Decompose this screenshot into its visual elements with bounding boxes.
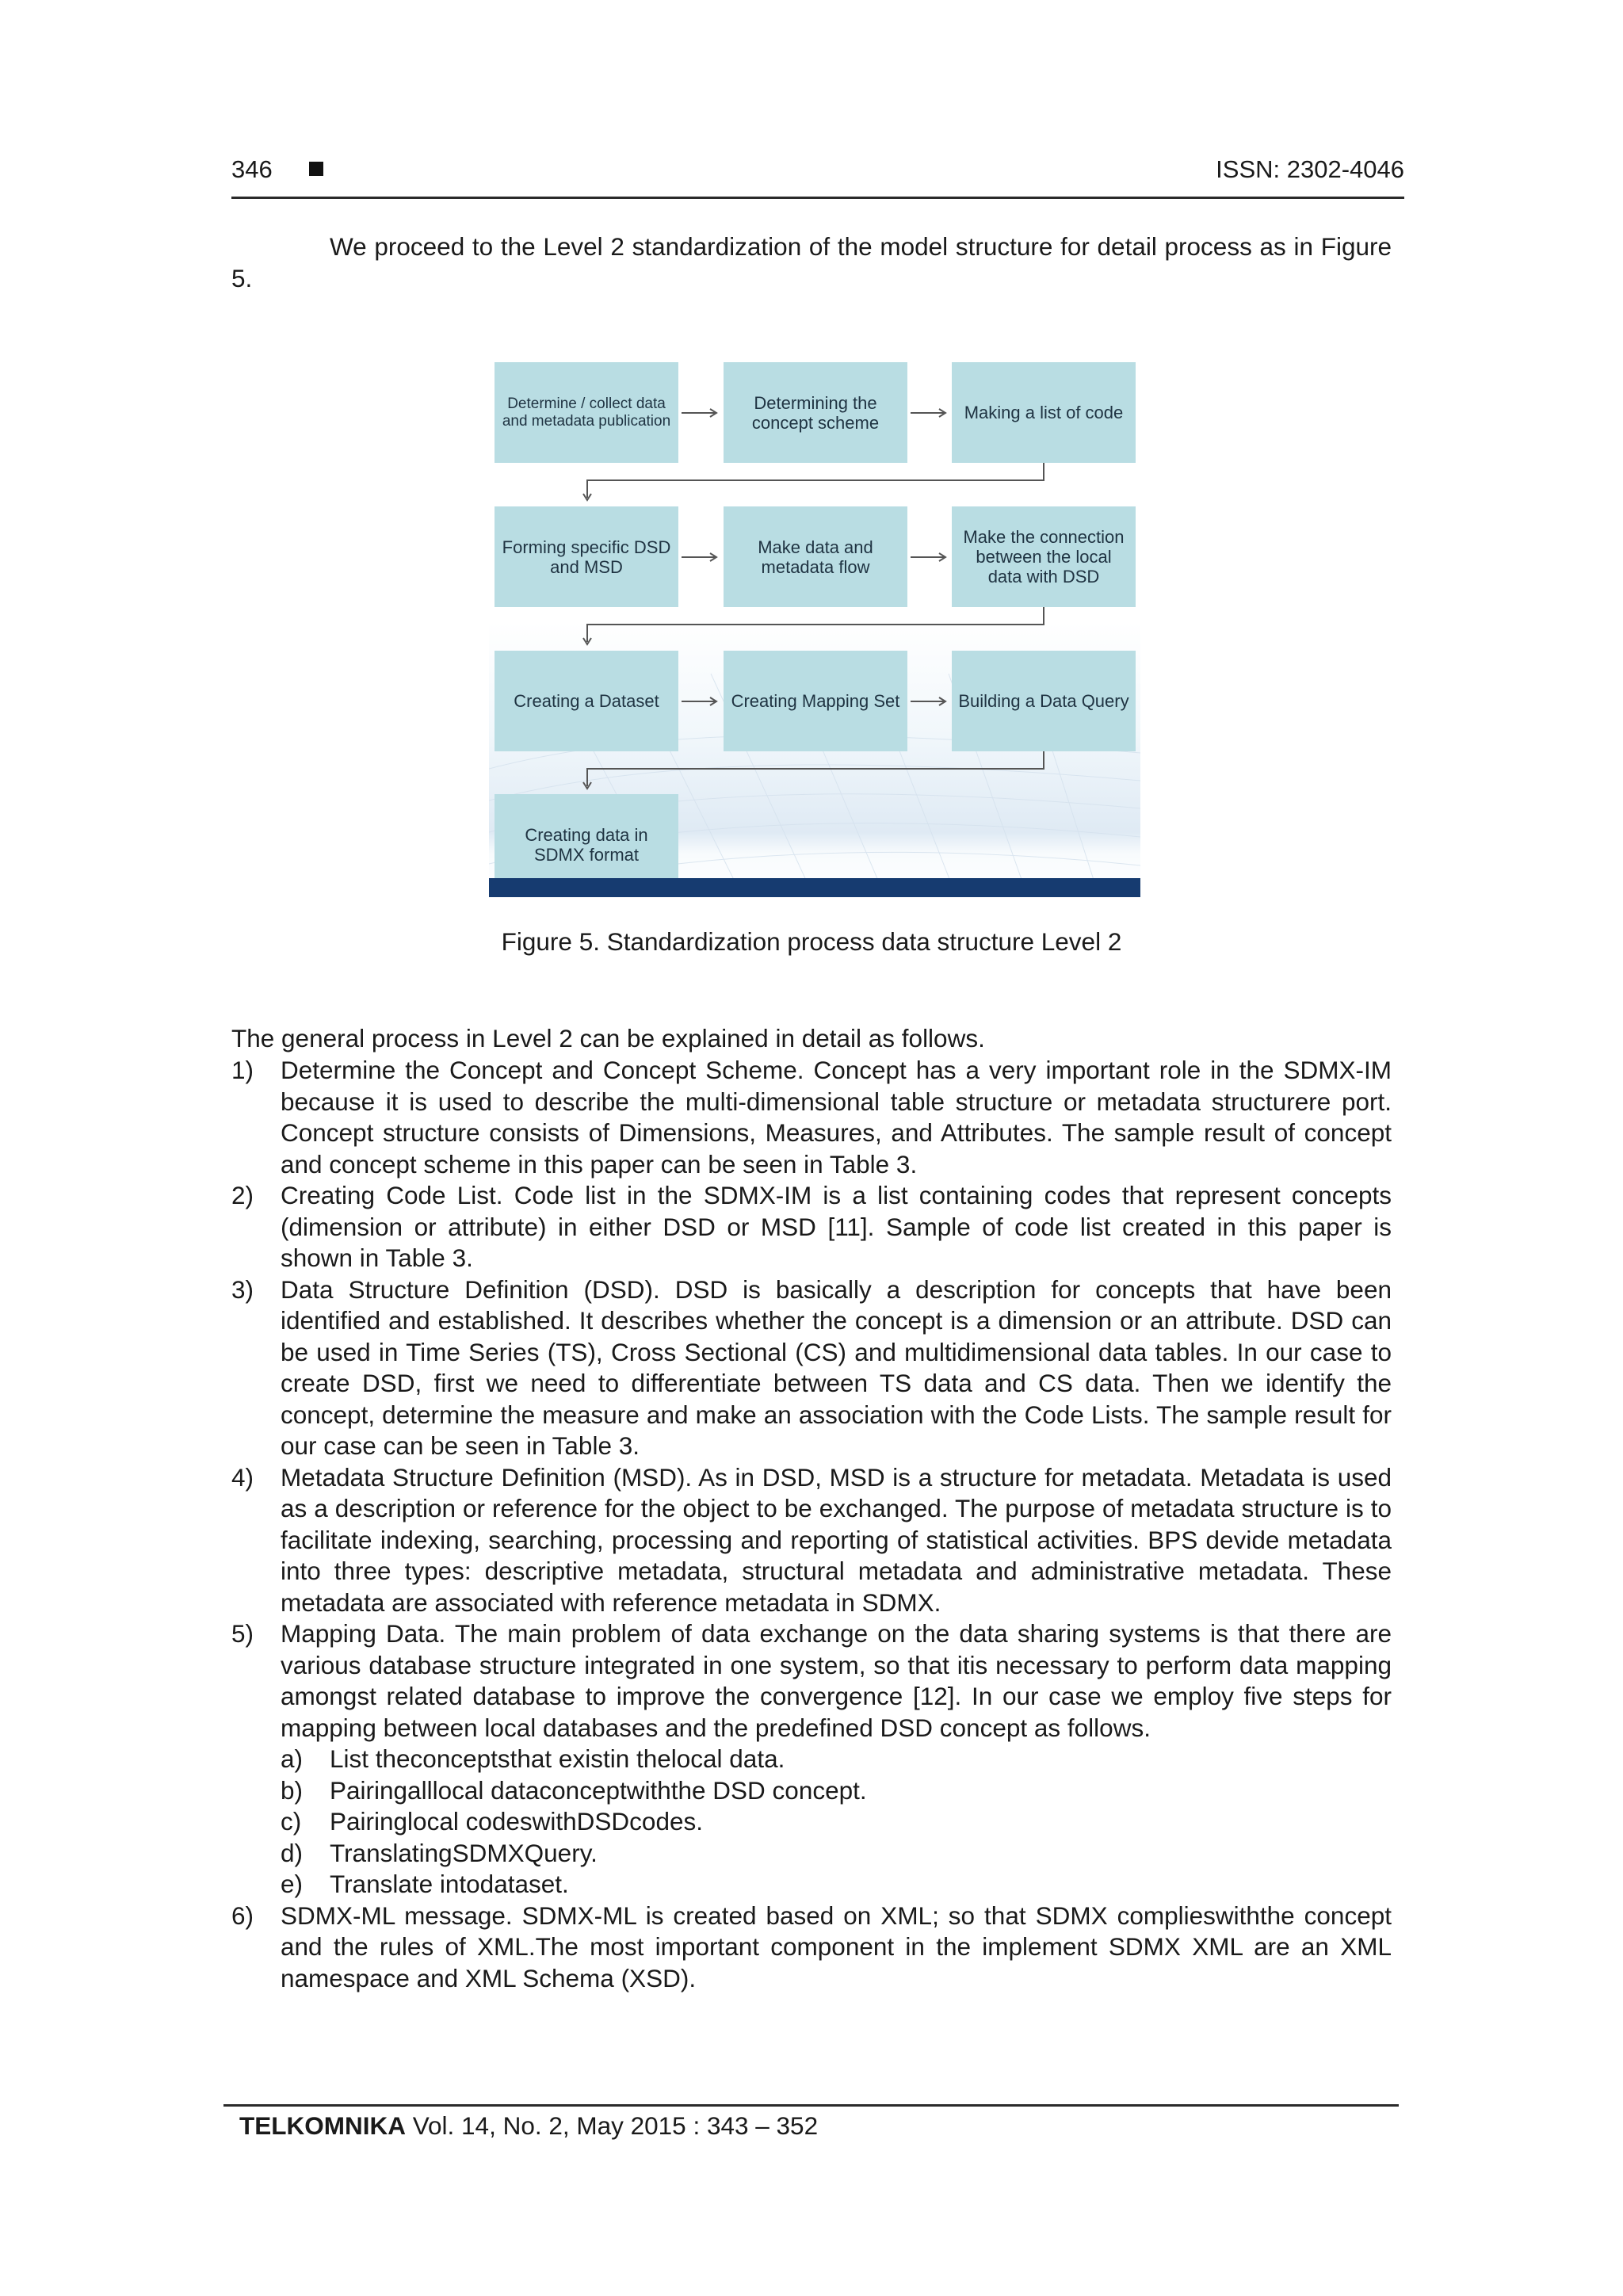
square-bullet-icon bbox=[309, 162, 323, 176]
flow-step-mapping-set: Creating Mapping Set bbox=[724, 651, 907, 751]
figure-bottom-bar bbox=[489, 878, 1140, 897]
arrow-right-icon bbox=[910, 697, 948, 706]
intro-paragraph: We proceed to the Level 2 standardization of the model structure for detail process as in Figure 5. bbox=[231, 232, 1392, 292]
arrow-right-icon bbox=[910, 408, 948, 418]
flow-step-data-metadata-flow: Make data and metadata flow bbox=[724, 506, 907, 607]
step-number: 1) bbox=[231, 1056, 254, 1084]
process-step-list bbox=[231, 1055, 1392, 1994]
journal-footer bbox=[239, 2111, 818, 2141]
process-step bbox=[231, 1618, 1392, 1901]
substep-text: List theconceptsthat existin thelocal data. bbox=[330, 1744, 785, 1773]
flow-step-collect-data: Determine / collect data and metadata publication bbox=[495, 362, 678, 463]
substep-text: Pairingalllocal dataconceptwiththe DSD concept. bbox=[330, 1775, 867, 1805]
journal-name: TELKOMNIKA bbox=[239, 2111, 406, 2140]
flow-step-concept-scheme: Determining the concept scheme bbox=[724, 362, 907, 463]
flow-step-create-dataset: Creating a Dataset bbox=[495, 651, 678, 751]
step-number: 3) bbox=[231, 1274, 254, 1304]
flow-step-specific-dsd-msd: Forming specific DSD and MSD bbox=[495, 506, 678, 607]
mapping-step bbox=[281, 1744, 1392, 1775]
journal-citation: Vol. 14, No. 2, May 2015 : 343 – 352 bbox=[405, 2111, 819, 2140]
mapping-step-list bbox=[281, 1744, 1392, 1901]
process-step bbox=[231, 1180, 1392, 1274]
substep-text: Translate intodataset. bbox=[330, 1870, 569, 1898]
process-step bbox=[231, 1462, 1392, 1619]
process-intro-paragraph: The general process in Level 2 can be explained in detail as follows. bbox=[231, 1024, 985, 1052]
substep-text: Pairinglocal codeswithDSDcodes. bbox=[330, 1807, 703, 1836]
flow-step-data-query: Building a Data Query bbox=[952, 651, 1136, 751]
substep-text: TranslatingSDMXQuery. bbox=[330, 1838, 598, 1867]
row-return-connector bbox=[582, 607, 1052, 648]
page-header bbox=[231, 155, 1404, 199]
step-text: Metadata Structure Definition (MSD). As in DSD, MSD is a structure for metadata. Metadata is used as a description or reference for the object to be exchanged. The purpose of metadata structure is to facilitate indexing, searching, processing and reporting of statistical activities. BPS devide metadata into three types: descriptive metadata, structural metadata and administrative metadata. These metadata are associated with reference metadata in SDMX. bbox=[281, 1462, 1392, 1617]
mapping-step bbox=[281, 1869, 1392, 1901]
flow-step-sdmx-format: Creating data in SDMX format bbox=[495, 794, 678, 895]
step-number: 2) bbox=[231, 1181, 254, 1209]
substep-letter: a) bbox=[281, 1744, 304, 1773]
arrow-right-icon bbox=[681, 697, 719, 706]
arrow-right-icon bbox=[681, 408, 719, 418]
process-step bbox=[231, 1274, 1392, 1462]
row-return-connector bbox=[582, 751, 1052, 793]
step-number: 5) bbox=[231, 1619, 254, 1648]
footer-divider bbox=[223, 2104, 1399, 2107]
mapping-step bbox=[281, 1838, 1392, 1870]
step-text: SDMX-ML message. SDMX-ML is created based on XML; so that SDMX complieswiththe concept and the rules of XML.The most important component in the implement SDMX XML are an XML namespace and XML Schema (XSD). bbox=[281, 1901, 1392, 1992]
row-return-connector bbox=[582, 463, 1052, 504]
step-text: Mapping Data. The main problem of data exchange on the data sharing systems is that there are various database structure integrated in one system, so that itis necessary to perform data mapping amongst related database to improve the convergence [12]. In our case we employ five steps for mapping between local databases and the predefined DSD concept as follows. bbox=[281, 1619, 1392, 1742]
arrow-right-icon bbox=[681, 552, 719, 562]
step-text: Data Structure Definition (DSD). DSD is basically a description for concepts that have been identified and established. It describes whether the concept is a dimension or an attribute. DSD can be used in Time Series (TS), Cross Sectional (CS) and multidimensional data tables. In our case to create DSD, first we need to differentiate between TS data and CS data. Then we identify the concept, determine the measure and make an association with the Code Lists. The sample result for our case can be seen in Table 3. bbox=[281, 1274, 1392, 1460]
process-step bbox=[231, 1901, 1392, 1995]
figure-caption: Figure 5. Standardization process data structure Level 2 bbox=[501, 927, 1122, 956]
page-number: 346 bbox=[231, 155, 273, 183]
step-text: Creating Code List. Code list in the SDMX-IM is a list containing codes that represent concepts (dimension or attribute) in either DSD or MSD [11]. Sample of code list created in this paper is shown in Table 3. bbox=[281, 1181, 1392, 1272]
substep-letter: e) bbox=[281, 1870, 304, 1898]
process-step bbox=[231, 1055, 1392, 1180]
flow-step-code-list: Making a list of code bbox=[952, 362, 1136, 463]
step-text: Determine the Concept and Concept Scheme. Concept has a very important role in the SDMX-IM because it is used to describe the multi-dimensional table structure or metadata structurere port. Concept structure consists of Dimensions, Measures, and Attributes. The sample result of concept and concept scheme in this paper can be seen in Table 3. bbox=[281, 1056, 1392, 1179]
flow-step-local-dsd-connection: Make the connection between the local data with DSD bbox=[952, 506, 1136, 607]
step-number: 4) bbox=[231, 1462, 254, 1492]
arrow-right-icon bbox=[910, 552, 948, 562]
substep-letter: d) bbox=[281, 1838, 304, 1867]
process-flow-figure bbox=[489, 357, 1140, 897]
substep-letter: c) bbox=[281, 1807, 302, 1836]
mapping-step bbox=[281, 1775, 1392, 1807]
substep-letter: b) bbox=[281, 1775, 304, 1805]
issn-label: ISSN: 2302-4046 bbox=[1216, 155, 1404, 183]
step-number: 6) bbox=[231, 1901, 254, 1930]
mapping-step bbox=[281, 1806, 1392, 1838]
